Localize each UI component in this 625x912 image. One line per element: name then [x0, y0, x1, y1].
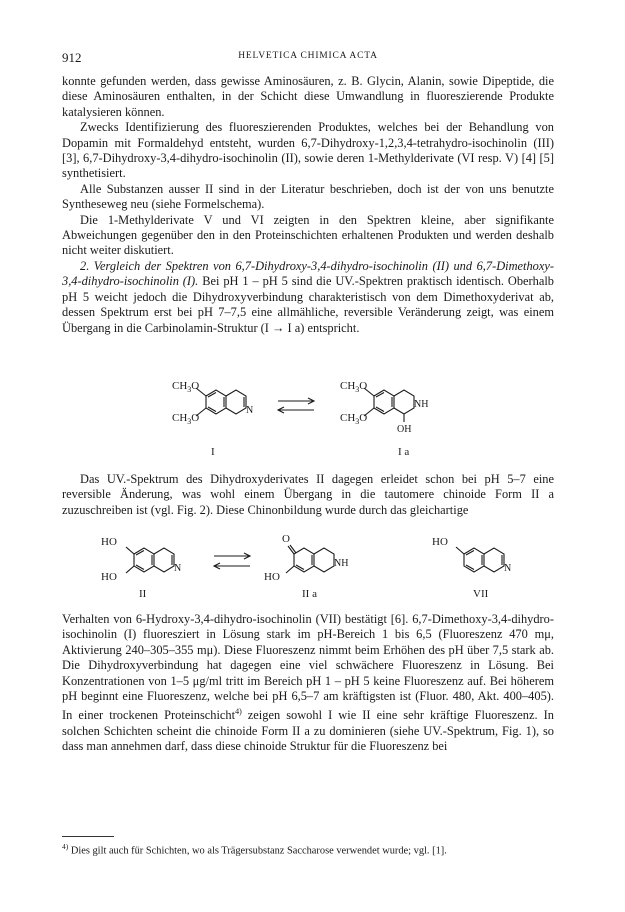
- paragraph-3: Alle Substanzen ausser II sind in der Literatur beschrieben, doch ist der von uns benutzte Syntheseweg neu (siehe Formelschema).: [62, 181, 554, 212]
- paragraph-7: [62, 612, 554, 755]
- nitrogen-label-I: N: [246, 405, 254, 416]
- paragraph-1: konnte gefunden werden, dass gewisse Aminosäuren, z. B. Glycin, Alanin, sowie Dipeptide, die diese Aminosäuren enthalten, in der Schicht diese Umwandlung in fluoreszierende Produkte katalysieren können.: [62, 74, 554, 119]
- hydroxy-label-II-bottom: HO: [101, 571, 117, 583]
- hydroxy-label-IIa: HO: [264, 571, 280, 583]
- nitrogen-label-VII: N: [504, 563, 512, 574]
- page-number: 912: [62, 50, 82, 65]
- paragraph-4: Die 1-Methylderivate V und VI zeigten in den Spektren kleine, aber signifikante Abweichungen gegenüber den in den Proteinschichten erhaltenen Produkten und werden deshalb nicht weiter diskutiert.: [62, 212, 554, 258]
- compound-label-I: I: [211, 446, 215, 458]
- journal-title: HELVETICA CHIMICA ACTA: [238, 51, 378, 61]
- nh-label-Ia: NH: [414, 399, 429, 410]
- footnote: [62, 840, 554, 857]
- lower-text: [62, 612, 554, 755]
- footnote-text: Dies gilt auch für Schichten, wo als Trägersubstanz Saccharose verwendet wurde; vgl. [1].: [68, 845, 447, 857]
- compound-label-Ia: I a: [398, 446, 410, 458]
- oxo-label-IIa: O: [282, 533, 290, 545]
- hydroxy-label-VII: HO: [432, 536, 448, 548]
- compound-label-VII: VII: [473, 588, 489, 600]
- oh-label-Ia: OH: [397, 424, 412, 435]
- paragraph-7-tail: zeigen sowohl I wie II eine sehr kräftige Fluoreszenz. In solchen Schichten scheint die chinoide Form II a zu dominieren (siehe UV.-Spektrum, Fig. 1), so dass man annehmen darf, dass diese chinoide Struktur für die Fluoreszenz bei: [62, 708, 554, 754]
- footnote-rule: [62, 836, 114, 837]
- section-heading: 2. Vergleich der Spektren von 6,7-Dihydroxy-3,4-dihydro-isochinolin (II) und 6,7-Dimethoxy-3,4-dihydro-isochinolin (I).: [62, 258, 554, 289]
- compound-label-II: II: [139, 588, 147, 600]
- structure-IIa: [286, 545, 334, 573]
- methoxy-label-Ia-bottom: $CH_3O$: [340, 412, 368, 426]
- hydroxy-label-II-top: HO: [101, 536, 117, 548]
- paragraph-5-body: Bei pH 1 – pH 5 sind die UV.-Spektren praktisch identisch. Oberhalb pH 5 weicht jedoch die Dihydroxyverbindung charakteristisch von dem Dimethoxyderivat ab, dessen Spektrum erst bei pH 7–7,5 eine allmähliche, reversible Veränderung zeigt, was einem Übergang in die Carbinolamin-Struktur (I → I a) entspricht.: [62, 274, 554, 335]
- nh-label-IIa: NH: [334, 558, 349, 569]
- paragraph-7-main: Verhalten von 6-Hydroxy-3,4-dihydro-isochinolin (VII) bestätigt [6]. 6,7-Dimethoxy-3,4-dihydro-isochinolin (I) fluoresziert in Lösung stark im pH-Bereich 1 bis 6,5 (Fluoreszenz 470 mμ, Aktivierung 240–305–355 mμ). Diese Fluoreszenz nimmt beim Erhöhen des pH über 7,5 stark ab. Die Dihydroxyverbindung hat dagegen eine viel schwächere Fluoreszenz in Lösung. Bei Konzentrationen von 1–5 μg/ml tritt im Bereich pH 1 – pH 5 keine Fluoreszenz auf. Bei höherem pH beginnt eine Fluoreszenz, welche bei pH 6,5–7 am kräftigsten ist (Fluor. 480, Akt. 400–405). In einer trockenen Proteinschicht: [62, 612, 554, 723]
- methoxy-label-Ia-top: $CH_3O$: [340, 380, 368, 394]
- equilibrium-arrows-2: [214, 553, 250, 569]
- footnote-marker: 4): [62, 842, 69, 851]
- structure-II: [126, 547, 174, 573]
- paragraph-2: Zwecks Identifizierung des fluoreszierenden Produktes, welches bei der Behandlung von Dopamin mit Formaldehyd entsteht, wurden 6,7-Dihydroxy-1,2,3,4-tetrahydro-isochinolin (III) [3], 6,7-Dihydroxy-3,4-dihydro-isochinolin (II), sowie deren 1-Methylderivate (VI resp. V) [4] [5] synthetisiert.: [62, 120, 554, 181]
- methoxy-label-I-bottom: $CH_3O$: [172, 412, 200, 426]
- footnote-reference[interactable]: 4): [235, 707, 242, 717]
- methoxy-label-I-top: $CH_3O$: [172, 380, 200, 394]
- nitrogen-label-II: N: [174, 563, 182, 574]
- structure-VII: [456, 547, 504, 572]
- compound-label-IIa: II a: [302, 588, 317, 600]
- paragraph-6: Das UV.-Spektrum des Dihydroxyderivates II dagegen erleidet schon bei pH 5–7 eine reversible Änderung, was wohl einem Übergang in die tautomere chinoide Form II a zuzuschreiben ist (vgl. Fig. 2). Diese Chinonbildung wurde durch das gleichartige: [62, 472, 554, 517]
